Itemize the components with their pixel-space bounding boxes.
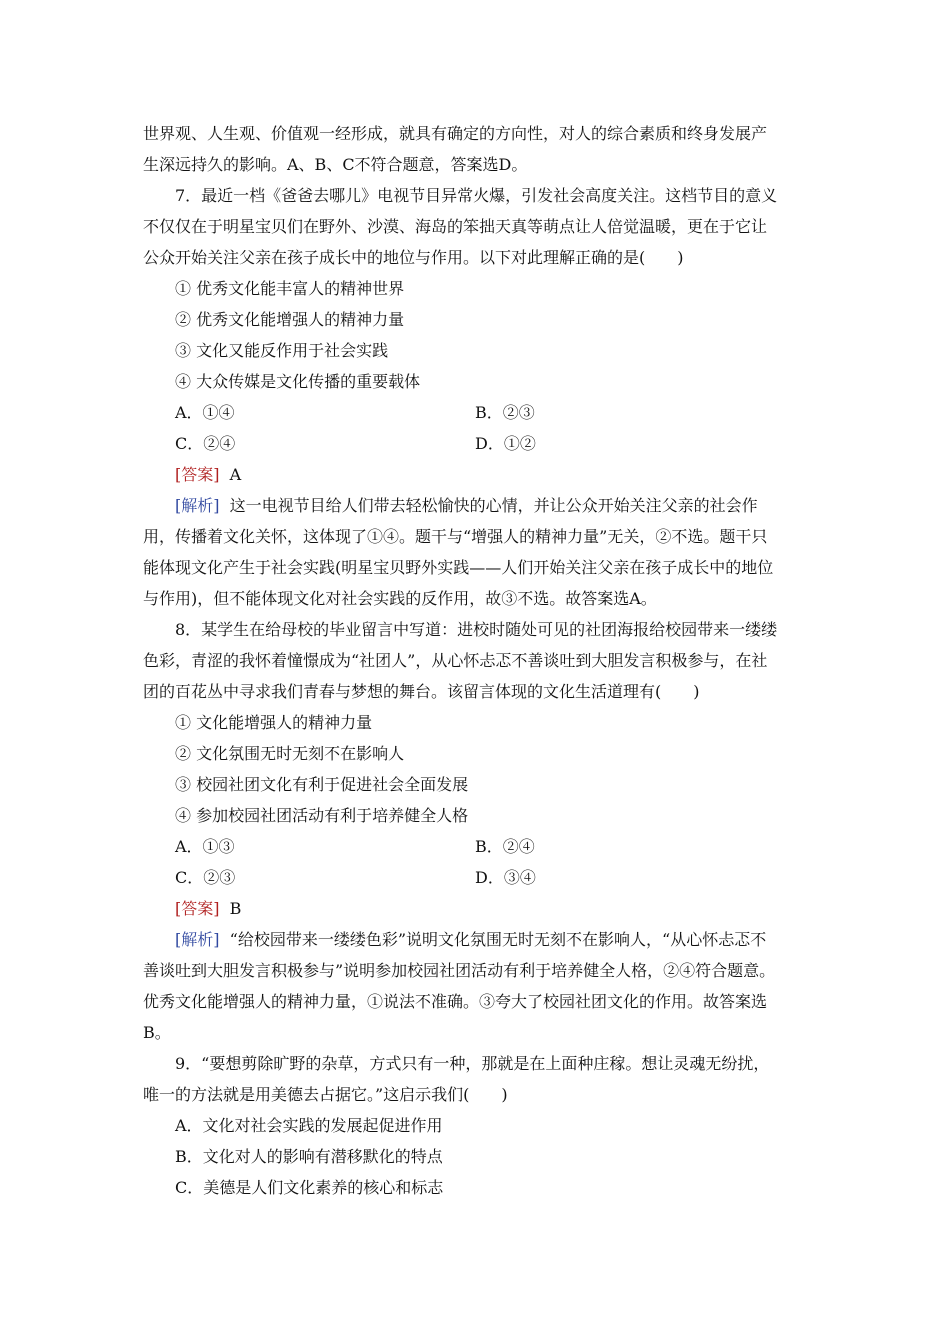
q7-stem-line: 7．最近一档《爸爸去哪儿》电视节目异常火爆，引发社会高度关注。这档节目的意义	[175, 186, 778, 205]
q7-options-row	[143, 397, 808, 428]
q8-analysis-line: B。	[143, 1023, 171, 1042]
q9-stem-line: 9．“要想剪除旷野的杂草，方式只有一种，那就是在上面种庄稼。想让灵魂无纷扰，	[175, 1054, 770, 1073]
q8-answer	[143, 893, 808, 924]
answer-tag: [答案]	[175, 465, 220, 484]
q8-option-d: D．③④	[475, 868, 536, 887]
q7-analysis-line: 能体现文化产生于社会实践(明星宝贝野外实践——人们开始关注父亲在孩子成长中的地位	[143, 558, 774, 577]
q8-analysis-line: 优秀文化能增强人的精神力量，①说法不准确。③夸大了校园社团文化的作用。故答案选	[143, 992, 768, 1011]
q7-statement: ③ 文化又能反作用于社会实践	[175, 341, 389, 360]
q9-option-b: B．文化对人的影响有潜移默化的特点	[175, 1147, 443, 1166]
q8-statement: ③ 校园社团文化有利于促进社会全面发展	[175, 775, 469, 794]
analysis-text: “给校园带来一缕缕色彩”说明文化氛围无时无刻不在影响人，“从心怀忐忑不	[229, 930, 767, 949]
q9-option-a: A．文化对社会实践的发展起促进作用	[175, 1116, 443, 1135]
q7-analysis-line: 用，传播着文化关怀，这体现了①④。题干与“增强人的精神力量”无关，②不选。题干只	[143, 527, 768, 546]
q7-options-row	[143, 428, 808, 459]
answer-value: A	[229, 465, 242, 484]
q7-stem-line: 公众开始关注父亲在孩子成长中的地位与作用。以下对此理解正确的是( )	[143, 248, 684, 267]
q9-option-c: C．美德是人们文化素养的核心和标志	[175, 1178, 444, 1197]
analysis-text: 这一电视节目给人们带去轻松愉快的心情，并让公众开始关注父亲的社会作	[229, 496, 758, 515]
analysis-tag: [解析]	[175, 930, 220, 949]
q8-analysis-line	[143, 924, 808, 955]
intro-line: 生深远持久的影响。A、B、C不符合题意，答案选D。	[143, 155, 528, 174]
document-page	[143, 118, 808, 1203]
q7-option-d: D．①②	[475, 434, 536, 453]
answer-value: B	[229, 899, 242, 918]
q7-answer	[143, 459, 808, 490]
answer-tag: [答案]	[175, 899, 220, 918]
q8-analysis-line: 善谈吐到大胆发言积极参与”说明参加校园社团活动有利于培养健全人格，②④符合题意。	[143, 961, 776, 980]
q7-analysis-line	[143, 490, 808, 521]
q7-statement: ② 优秀文化能增强人的精神力量	[175, 310, 405, 329]
q7-statement: ④ 大众传媒是文化传播的重要载体	[175, 372, 421, 391]
q8-options-row	[143, 862, 808, 893]
q8-statement: ② 文化氛围无时无刻不在影响人	[175, 744, 405, 763]
q7-stem-line: 不仅仅在于明星宝贝们在野外、沙漠、海岛的笨拙天真等萌点让人倍觉温暖，更在于它让	[143, 217, 768, 236]
q7-option-b: B．②③	[475, 403, 535, 422]
q7-option-a: A．①④	[175, 403, 235, 422]
q8-option-b: B．②④	[475, 837, 535, 856]
q8-stem-line: 8．某学生在给母校的毕业留言中写道：进校时随处可见的社团海报给校园带来一缕缕	[175, 620, 778, 639]
intro-line: 世界观、人生观、价值观一经形成，就具有确定的方向性，对人的综合素质和终身发展产	[143, 124, 768, 143]
q8-stem-line: 色彩，青涩的我怀着憧憬成为“社团人”，从心怀忐忑不善谈吐到大胆发言积极参与，在社	[143, 651, 768, 670]
analysis-tag: [解析]	[175, 496, 220, 515]
q8-statement: ① 文化能增强人的精神力量	[175, 713, 373, 732]
q7-statement: ① 优秀文化能丰富人的精神世界	[175, 279, 405, 298]
q8-statement: ④ 参加校园社团活动有利于培养健全人格	[175, 806, 469, 825]
q7-option-c: C．②④	[175, 434, 236, 453]
q8-option-a: A．①③	[175, 837, 235, 856]
q9-stem-line: 唯一的方法就是用美德去占据它。”这启示我们( )	[143, 1085, 508, 1104]
q8-option-c: C．②③	[175, 868, 236, 887]
q8-stem-line: 团的百花丛中寻求我们青春与梦想的舞台。该留言体现的文化生活道理有( )	[143, 682, 700, 701]
q8-options-row	[143, 831, 808, 862]
q7-analysis-line: 与作用)，但不能体现文化对社会实践的反作用，故③不选。故答案选A。	[143, 589, 657, 608]
